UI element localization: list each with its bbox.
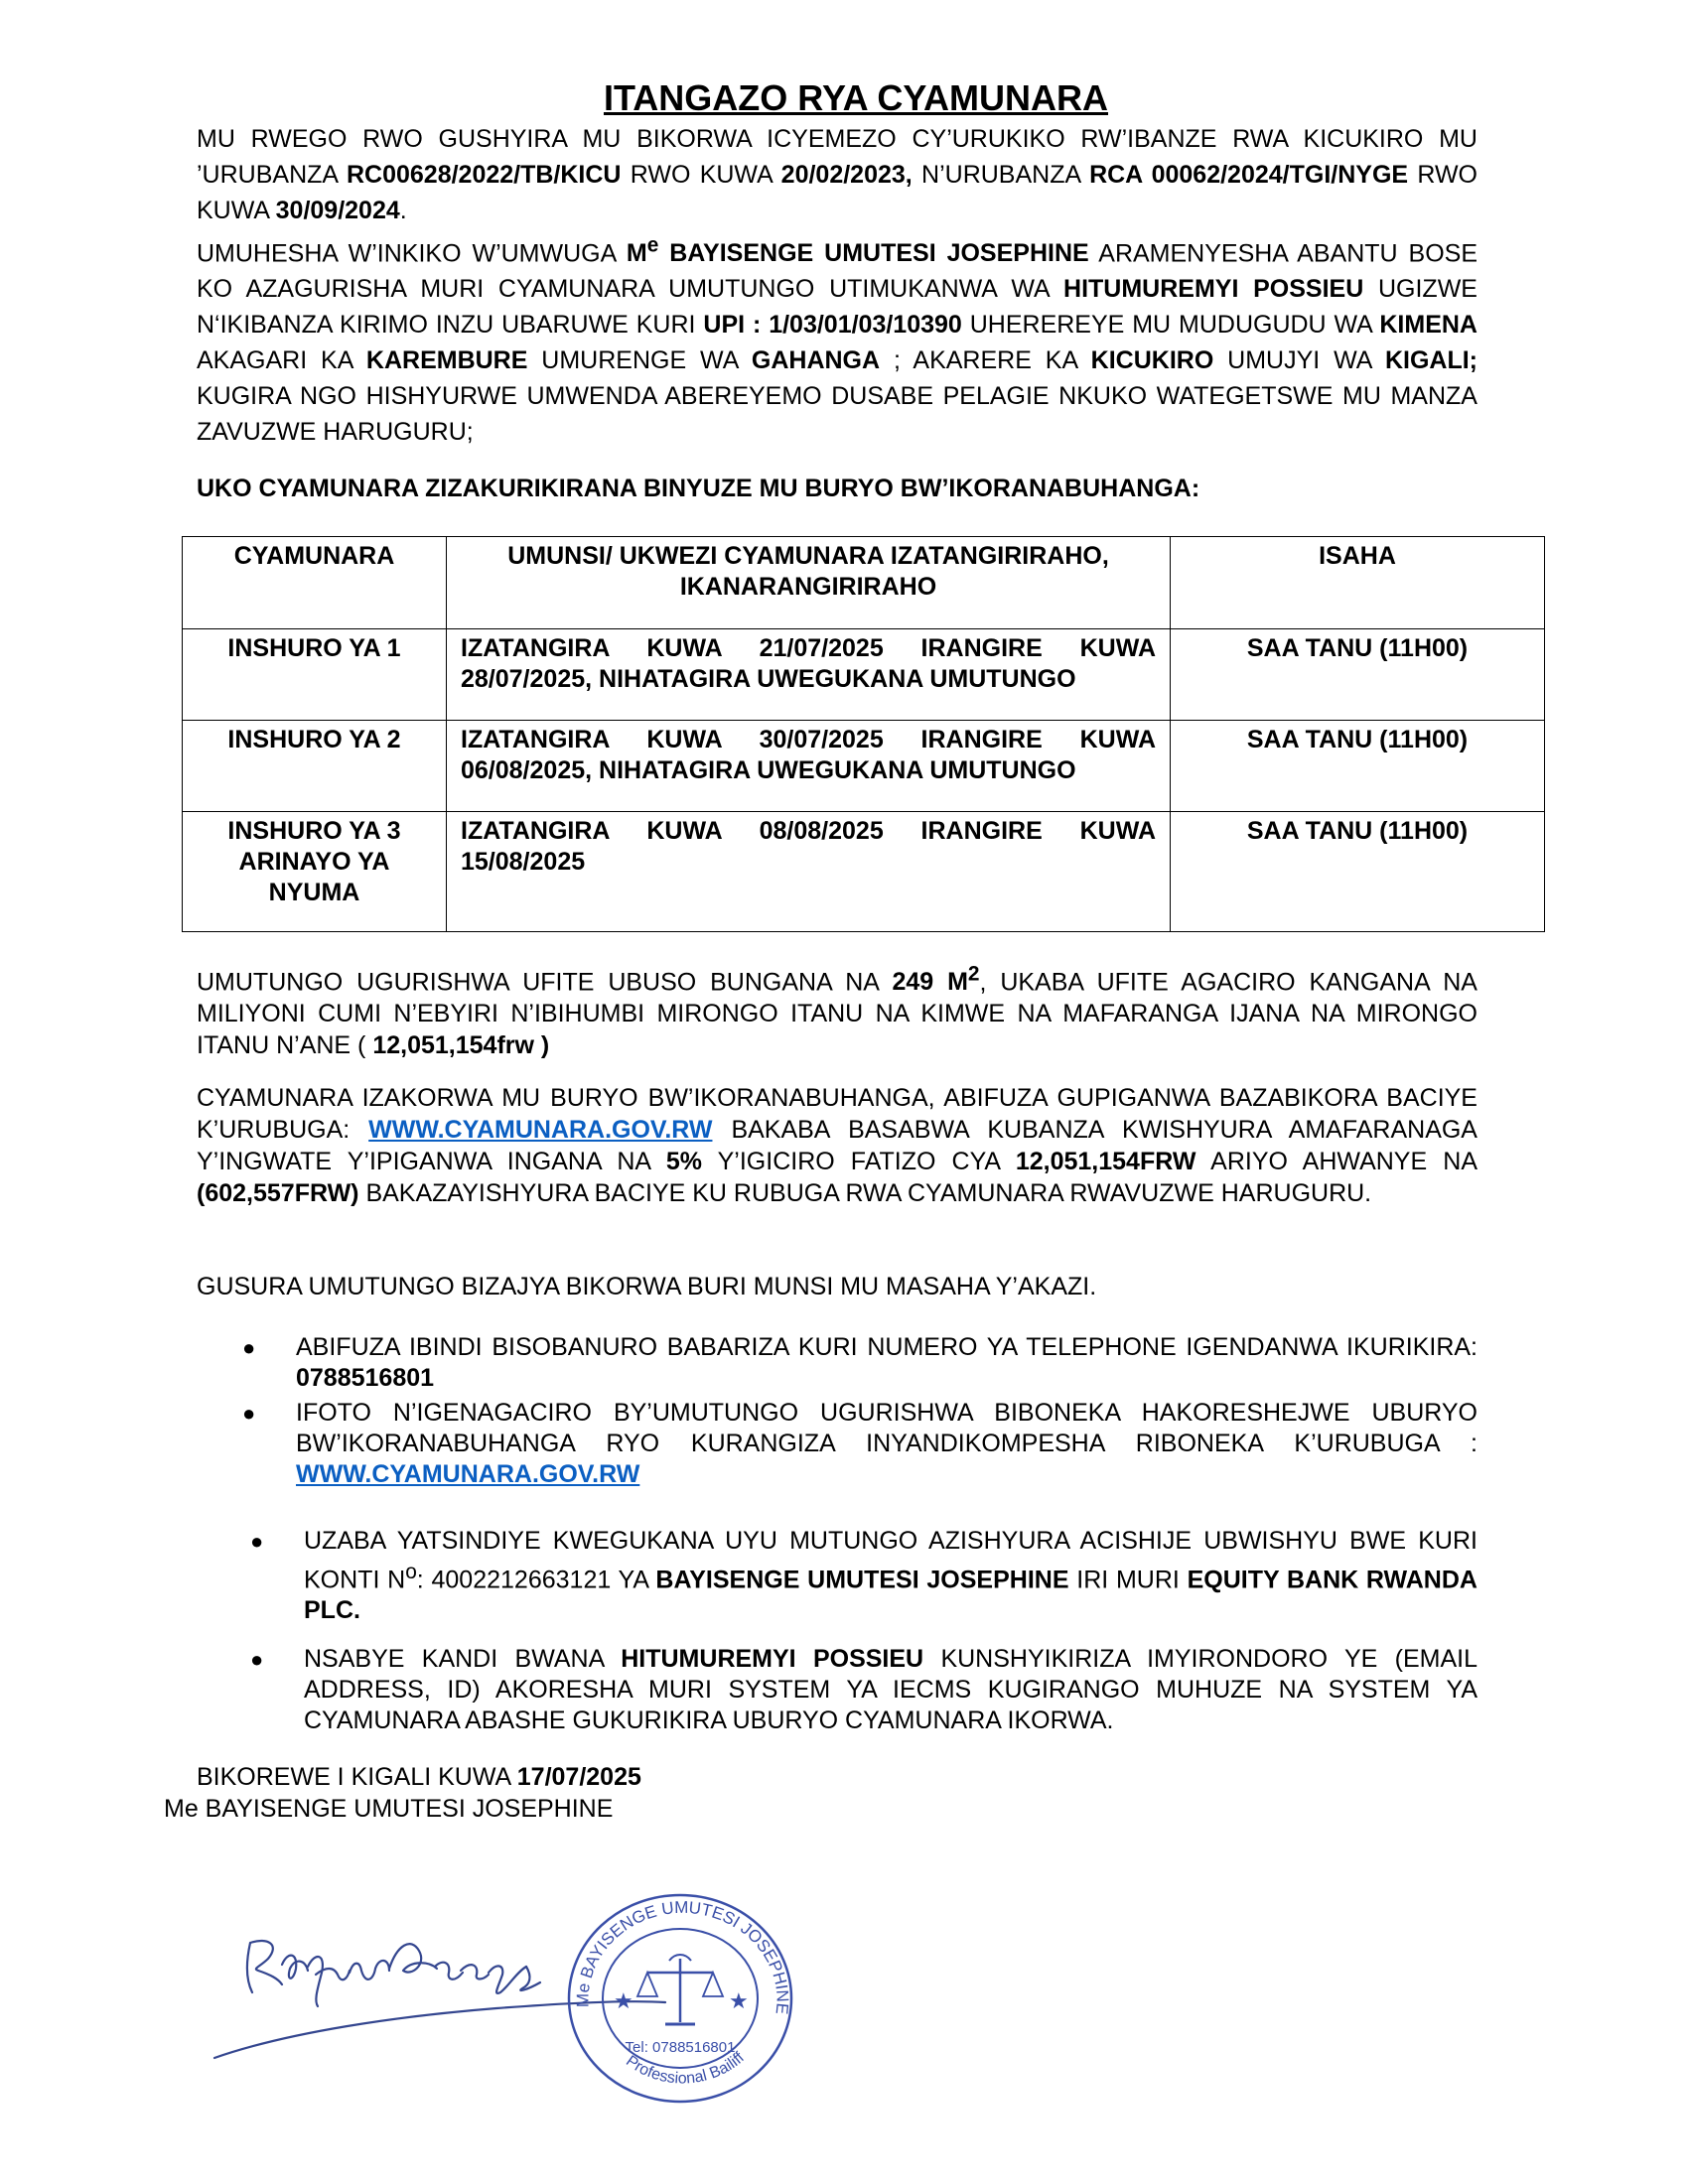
number-sup: o: [405, 1561, 417, 1583]
payment-bullet-list: [197, 1526, 1477, 1740]
bullet-icon: ●: [242, 1335, 256, 1360]
area-sup: 2: [967, 963, 980, 986]
table-header-row: [183, 537, 1545, 629]
bullet-text: ABIFUZA IBINDI BISOBANURO BABARIZA KURI NUMERO YA TELEPHONE IGENDANWA IKURIKIRA:: [296, 1333, 1477, 1361]
notice-text: AKAGARI KA: [197, 346, 366, 375]
case-number-2: RCA 00062/2024/TGI/NYGE: [1089, 161, 1409, 189]
list-item: [197, 1644, 1477, 1736]
bailiff-name: [626, 234, 1089, 268]
table-row: [183, 721, 1545, 812]
cell-time: SAA TANU (11H00): [1171, 721, 1545, 812]
visit-paragraph: GUSURA UMUTUNGO BIZAJYA BIKORWA BURI MUNSI MU MASAHA Y’AKAZI.: [197, 1273, 1097, 1300]
intro-text: .: [399, 197, 407, 224]
notice-text: UMURENGE WA: [527, 346, 752, 375]
notice-text: UMUHESHA W’INKIKO W’UMWUGA: [197, 239, 627, 268]
bailiff-sup: e: [646, 234, 659, 257]
stamp-ring-text: Me BAYISENGE UMUTESI JOSEPHINE: [573, 1897, 792, 2015]
table-row: [183, 629, 1545, 721]
district-name: KICUKIRO: [1090, 346, 1214, 375]
intro-text: RWO KUWA: [621, 161, 781, 189]
intro-text: RWO KUWA: [197, 161, 1477, 224]
cell-period: IZATANGIRA KUWA 30/07/2025 IRANGIRE KUWA 06/08/2025, NIHATAGIRA UWEGUKANA UMUTUNGO: [447, 721, 1171, 812]
signatory-name: Me BAYISENGE UMUTESI JOSEPHINE: [164, 1795, 614, 1823]
property-area: [892, 963, 980, 997]
deposit-percent: 5%: [665, 1148, 702, 1175]
schedule-heading: UKO CYAMUNARA ZIZAKURIKIRANA BINYUZE MU BURYO BW’IKORANABUHANGA:: [197, 475, 1200, 502]
upi-number: UPI : 1/03/01/03/10390: [703, 311, 962, 340]
bullet-icon: ●: [250, 1647, 264, 1673]
base-price: 12,051,154FRW: [1015, 1148, 1196, 1175]
intro-paragraph: [197, 121, 1477, 228]
svg-text:★: ★: [614, 1988, 633, 2013]
list-item: [197, 1526, 1477, 1626]
owner-name: HITUMUREMYI POSSIEU: [1063, 275, 1364, 304]
document-title: ITANGAZO RYA CYAMUNARA: [603, 77, 1109, 118]
signature-stamp-area: [199, 1881, 844, 2129]
signature-stamp-graphic: [199, 1881, 844, 2129]
cell-round: INSHURO YA 1: [183, 629, 447, 721]
case-date-1: 20/02/2023,: [780, 161, 913, 189]
list-item: [197, 1332, 1477, 1394]
area-value: 249 M: [892, 968, 968, 997]
city-name: KIGALI;: [1384, 346, 1478, 375]
header-round: CYAMUNARA: [183, 537, 447, 629]
notice-paragraph: [197, 228, 1477, 450]
notice-text: KUGIRA NGO HISHYURWE UMWENDA ABEREYEMO DUSABE PELAGIE NKUKO WATEGETSWE MU MANZA ZAVUZWE HARUGURU;: [197, 382, 1477, 447]
closing-date: 17/07/2025: [516, 1763, 641, 1791]
stamp-phone: Tel: 0788516801: [625, 2039, 736, 2056]
cyamunara-link[interactable]: WWW.CYAMUNARA.GOV.RW: [296, 1460, 640, 1488]
method-text: Y’IGICIRO FATIZO CYA: [701, 1148, 1016, 1175]
bullet-text: IRI MURI: [1068, 1566, 1188, 1594]
cyamunara-link[interactable]: WWW.CYAMUNARA.GOV.RW: [368, 1116, 713, 1144]
cell-time: SAA TANU (11H00): [1171, 812, 1545, 932]
notice-text: ARAMENYESHA ABANTU BOSE KO AZAGURISHA MURI CYAMUNARA UMUTUNGO UTIMUKANWA WA: [197, 239, 1477, 304]
intro-text: N’URUBANZA: [912, 161, 1090, 189]
bullet-icon: ●: [242, 1401, 256, 1426]
table-row: [183, 812, 1545, 932]
account-holder: BAYISENGE UMUTESI JOSEPHINE: [655, 1566, 1069, 1594]
notice-text: UHEREREYE MU MUDUGUDU WA: [961, 311, 1380, 340]
notice-text: UMUJYI WA: [1213, 346, 1385, 375]
bullet-text: NSABYE KANDI BWANA: [304, 1645, 622, 1674]
notice-text: UGIZWE N‘IKIBANZA KIRIMO INZU UBARUWE KURI: [197, 275, 1477, 340]
deposit-amount: (602,557FRW): [197, 1179, 359, 1207]
case-date-2: 30/09/2024: [275, 197, 400, 224]
property-text: UMUTUNGO UGURISHWA UFITE UBUSO BUNGANA NA: [197, 968, 893, 997]
bullet-icon: ●: [250, 1529, 264, 1554]
cell-period: IZATANGIRA KUWA 21/07/2025 IRANGIRE KUWA 28/07/2025, NIHATAGIRA UWEGUKANA UMUTUNGO: [447, 629, 1171, 721]
list-item: [197, 1398, 1477, 1490]
bullet-text: IFOTO N’IGENAGACIRO BY’UMUTUNGO UGURISHWA BIBONEKA HAKORESHEJWE UBURYO BW’IKORANABUHANGA RYO KURANGIZA INYANDIKOMPESHA RIBONEKA K’URUBUGA :: [296, 1399, 1477, 1457]
village-name: KIMENA: [1379, 311, 1477, 340]
cell-period: IZATANGIRA KUWA 08/08/2025 IRANGIRE KUWA 15/08/2025: [447, 812, 1171, 932]
cell-time: SAA TANU (11H00): [1171, 629, 1545, 721]
property-value: 12,051,154frw ): [372, 1031, 550, 1060]
method-text: BAKAZAYISHYURA BACIYE KU RUBUGA RWA CYAMUNARA RWAVUZWE HARUGURU.: [358, 1179, 1372, 1207]
property-text: , UKABA UFITE AGACIRO KANGANA NA MILIYONI CUMI N’EBYIRI N’IBIHUMBI MIRONGO ITANU NA KIMWE NA MAFARANGA IJANA NA MIRONGO ITANU N’ANE (: [197, 968, 1477, 1060]
bullet-text: KUNSHYIKIRIZA IMYIRONDORO YE (EMAIL ADDRESS, ID) AKORESHA MURI SYSTEM YA IECMS KUGIRANGO MUHUZE NA SYSTEM YA CYAMUNARA ABASHE GUKURIKIRA UBURYO CYAMUNARA IKORWA.: [304, 1645, 1477, 1735]
notice-text: ; AKARERE KA: [880, 346, 1091, 375]
stamp-bottom-text: Professional Bailiff: [623, 2049, 748, 2088]
svg-text:★: ★: [729, 1988, 749, 2013]
closing-date-line: [197, 1759, 1477, 1795]
bullet-text: : 4002212663121 YA: [416, 1566, 656, 1594]
header-time: ISAHA: [1171, 537, 1545, 629]
bullet-text: UZABA YATSINDIYE KWEGUKANA UYU MUTUNGO AZISHYURA ACISHIJE UBWISHYU BWE KURI KONTI N: [304, 1527, 1477, 1594]
auction-method-paragraph: [197, 1082, 1477, 1209]
debtor-name: HITUMUREMYI POSSIEU: [621, 1645, 924, 1674]
phone-number: 0788516801: [296, 1364, 435, 1392]
header-period: UMUNSI/ UKWEZI CYAMUNARA IZATANGIRIRAHO, IKANARANGIRIRAHO: [447, 537, 1171, 629]
auction-schedule-table: [182, 536, 1545, 932]
sector-name: GAHANGA: [751, 346, 881, 375]
method-text: ARIYO AHWANYE NA: [1196, 1148, 1477, 1175]
intro-text: MU RWEGO RWO GUSHYIRA MU BIKORWA ICYEMEZO CY’URUKIKO RW’IBANZE RWA KICUKIRO MU ’URUBANZA: [197, 125, 1477, 189]
bailiff-prefix: M: [626, 239, 647, 268]
method-text: CYAMUNARA IZAKORWA MU BURYO BW’IKORANABUHANGA, ABIFUZA GUPIGANWA BAZABIKORA BACIYE K’URUBUGA:: [197, 1084, 1477, 1144]
bailiff-name-text: BAYISENGE UMUTESI JOSEPHINE: [658, 239, 1089, 268]
cell-round: INSHURO YA 2: [183, 721, 447, 812]
cell-name: KAREMBURE: [365, 346, 528, 375]
closing-text: BIKOREWE I KIGALI KUWA: [197, 1763, 517, 1791]
case-number-1: RC00628/2022/TB/KICU: [346, 161, 622, 189]
method-text: BAKABA BASABWA KUBANZA KWISHYURA AMAFARANAGA Y’INGWATE Y’IPIGANWA INGANA NA: [197, 1116, 1477, 1175]
cell-round: INSHURO YA 3 ARINAYO YA NYUMA: [183, 812, 447, 932]
info-bullet-list: [197, 1332, 1477, 1494]
property-paragraph: [197, 959, 1477, 1061]
bank-name: EQUITY BANK RWANDA PLC.: [304, 1566, 1477, 1625]
